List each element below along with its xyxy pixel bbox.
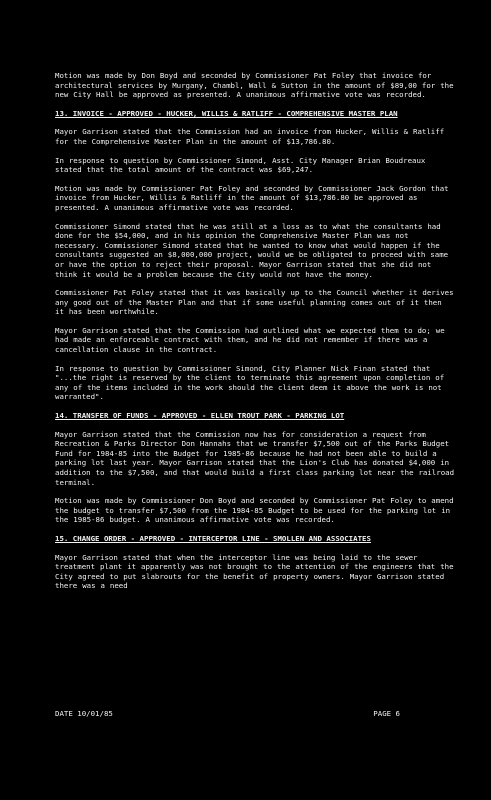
footer-page-number: PAGE 6 — [373, 709, 400, 718]
section-heading: 14. TRANSFER OF FUNDS - APPROVED - ELLEN TROUT PARK - PARKING LOT — [55, 411, 345, 421]
section-heading: 13. INVOICE - APPROVED - HUCKER, WILLIS & RATLIFF - COMPREHENSIVE MASTER PLAN — [55, 108, 398, 118]
footer-date: DATE 10/01/85 — [55, 709, 113, 718]
paragraph: Commissioner Pat Foley stated that it was basically up to the Council whether it derives any good out of the Master Plan and that if some useful planning comes out of it then it has been worthwhile. — [55, 288, 454, 317]
paragraph: Motion was made by Don Boyd and seconded by Commissioner Pat Foley that invoice for architectural services by Murgany, Chambl, Wall & Sutton in the amount of $89,00 for the new City Hall be approved as presented. A unanimous affirmative vote was recorded. — [55, 71, 454, 100]
minutes-body — [55, 71, 455, 600]
paragraph: Motion was made by Commissioner Pat Foley and seconded by Commissioner Jack Gordon that invoice from Hucker, Willis & Ratliff in the amount of $13,786.80 be approved as presented. A unanimous affirmative vote was recorded. — [55, 183, 449, 212]
section-heading: 15. CHANGE ORDER - APPROVED - INTERCEPTOR LINE - SMOLLEN AND ASSOCIATES — [55, 533, 371, 543]
paragraph: In response to question by Commissioner Simond, City Planner Nick Finan stated that "...the right is reserved by the client to terminate this agreement upon completion of any of the items included in the work should the client deem it above the work is not warranted". — [55, 363, 445, 402]
paragraph: Commissioner Simond stated that he was still at a loss as to what the consultants had done for the $54,000, and in his opinion the Comprehensive Master Plan was not necessary. Commissioner Simond stated that he wanted to know what would happen if the consultants suggested an $8,000,000 project, would we be obligated to proceed with same or have the option to reject their proposal. Mayor Garrison stated that she did not think it would be a problem because the City would not have the money. — [55, 221, 449, 279]
paragraph: Motion was made by Commissioner Don Boyd and seconded by Commissioner Pat Foley to amend the budget to transfer $7,500 from the 1984-85 Budget to be used for the parking lot in the 1985-86 budget. A unanimous affirmative vote was recorded. — [55, 496, 454, 525]
paragraph: Mayor Garrison stated that the Commission now has for consideration a request from Recreation & Parks Director Don Hannahs that we transfer $7,500 out of the Parks Budget Fund for 1984-85 into the Budget for 1985-86 because he had not been able to build a parking lot last year. Mayor Garrison stated that the Lion's Club has donated $4,000 in addition to the $7,500, and that would build a first class parking lot near the railroad terminal. — [55, 429, 455, 487]
page-footer — [55, 709, 400, 719]
paragraph: Mayor Garrison stated that when the interceptor line was being laid to the sewer treatment plant it apparently was not brought to the attention of the engineers that the City agreed to put slabrouts for the benefit of property owners. Mayor Garrison stated there was a need — [55, 552, 454, 591]
paragraph: Mayor Garrison stated that the Commission had an invoice from Hucker, Willis & Ratliff for the Comprehensive Master Plan in the amount of $13,786.80. — [55, 127, 445, 146]
paragraph: In response to question by Commissioner Simond, Asst. City Manager Brian Boudreaux stated that the total amount of the contract was $69,247. — [55, 155, 426, 175]
paragraph: Mayor Garrison stated that the Commission had outlined what we expected them to do; we had made an enforceable contract with them, and he did not remember if there was a cancellation clause in the contract. — [55, 325, 445, 355]
